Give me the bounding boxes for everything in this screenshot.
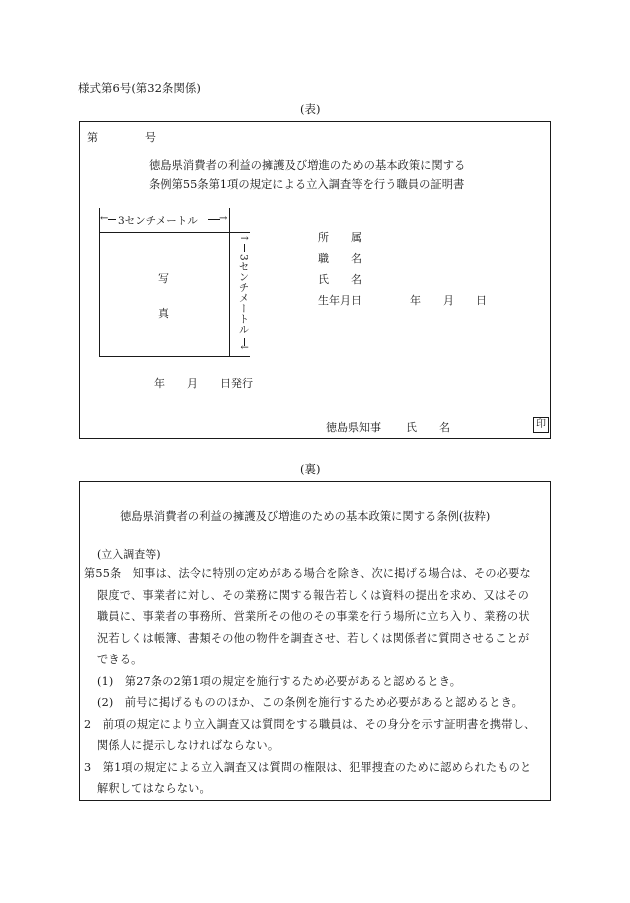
front-heading: (表) [300,102,321,116]
form-label: 様式第6号(第32条関係) [78,81,201,95]
issue-date: 年 月 日発行 [154,377,253,390]
article-line-2: 限度で、事業者に対し、その業務に関する報告若しくは資料の提出を求め、又はその [97,589,530,602]
arrow-right-icon: → [219,213,228,224]
paragraph-3-line-2: 解釈してはならない。 [97,782,211,795]
item-1: (1) 第27条の2第1項の規定を施行するため必要があると認めるとき。 [97,675,462,688]
arrow-left-icon: ← [100,213,109,224]
photo-char-2: 真 [158,307,169,320]
photo-box [99,232,230,357]
ordinance-title: 徳島県消費者の利益の擁護及び増進のための基本政策に関する条例(抜粋) [120,510,491,523]
paragraph-2-line-2: 関係人に提示しなければならない。 [97,739,280,752]
paragraph-2-line-1: 2 前項の規定により立入調査又は質問をする職員は、その身分を示す証明書を携帯し、 [84,718,536,731]
certificate-title-line2: 条例第55条第1項の規定による立入調査等を行う職員の証明書 [149,178,465,191]
item-2: (2) 前号に掲げるもののほか、この条例を施行するため必要があると認めるとき。 [97,696,523,709]
article-line-4: 況若しくは帳簿、書類その他の物件を調査させ、若しくは関係者に質問させることが [97,632,530,645]
article-line-5: できる。 [97,653,143,666]
article-line-3: 職員に、事業者の事務所、営業所その他のその事業を行う場所に立ち入り、業務の状 [97,610,530,623]
certificate-title-line1: 徳島県消費者の利益の擁護及び増進のための基本政策に関する [149,159,466,172]
back-heading: (裏) [300,462,321,476]
arrow-up-icon: ↑ [238,234,249,243]
number-suffix: 号 [145,131,156,144]
section-heading: (立入調査等) [97,548,161,561]
height-tick-top [230,232,250,233]
article-line-1: 第55条 知事は、法令に特別の定めがある場合を除き、次に掲げる場合は、その必要な [84,567,531,580]
issuer: 徳島県知事 [326,421,381,434]
photo-char-1: 写 [158,272,169,285]
field-position: 職 名 [318,252,362,265]
dimension-line-left [108,219,116,220]
birthdate-value: 年 月 日 [410,294,487,307]
arrow-down-icon: ↓ [238,343,249,352]
dimension-tick-right [229,208,230,232]
issuer-name-label: 氏 名 [406,421,450,434]
field-birthdate: 生年月日 [318,294,362,307]
height-line-top [244,244,245,252]
field-name: 氏 名 [318,273,362,286]
number-label: 第 [87,131,98,144]
height-tick-bottom [230,356,250,357]
photo-width-label: 3センチメートル [118,215,198,227]
photo-height-label: 3センチメートル [237,254,250,335]
seal-stamp: 印 [533,417,549,433]
field-affiliation: 所 属 [318,231,362,244]
paragraph-3-line-1: 3 第1項の規定による立入調査又は質問の権限は、犯罪捜査のために認められたものと [84,761,532,774]
